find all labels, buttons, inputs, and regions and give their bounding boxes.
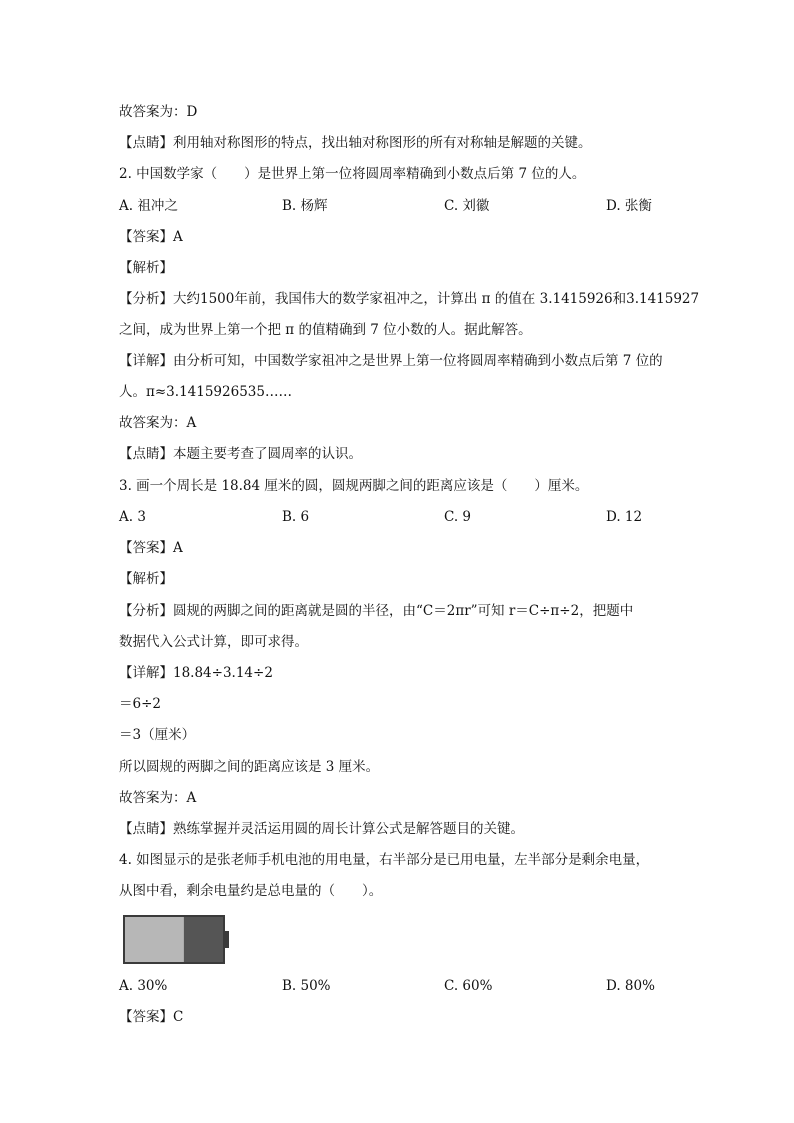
- answer-line: 故答案为：D: [119, 104, 198, 120]
- question-2-text: 2. 中国数学家（ ）是世界上第一位将圆周率精确到小数点后第 7 位的人。: [119, 166, 586, 182]
- key-point-line: 【点睛】利用轴对称图形的特点，找出轴对称图形的所有对称轴是解题的关键。: [119, 135, 592, 151]
- q2-key-point: 【点睛】本题主要考查了圆周率的认识。: [119, 446, 362, 462]
- q3-analysis-heading: 【解析】: [119, 571, 173, 587]
- q3-analysis-line-1: 【分析】圆规的两脚之间的距离就是圆的半径，由“C＝2πr”可知 r＝C÷π÷2，把题中: [119, 603, 634, 619]
- battery-remaining-charge: [125, 917, 184, 962]
- q2-detail-line-1: 【详解】由分析可知，中国数学家祖冲之是世界上第一位将圆周率精确到小数点后第 7 位的: [119, 353, 663, 369]
- question-4-text-line-2: 从图中看，剩余电量约是总电量的（ ）。: [119, 883, 383, 899]
- battery-icon: [123, 915, 231, 964]
- q4-option-c: C. 60%: [444, 978, 493, 994]
- q2-analysis-heading: 【解析】: [119, 260, 173, 276]
- q3-option-c: C. 9: [444, 509, 472, 525]
- q3-detail-line-1: 【详解】18.84÷3.14÷2: [119, 665, 273, 681]
- question-4-text-line-1: 4. 如图显示的是张老师手机电池的用电量，右半部分是已用电量，左半部分是剩余电量，: [119, 852, 650, 868]
- q2-answer: 【答案】A: [119, 229, 183, 245]
- battery-terminal: [224, 931, 229, 948]
- q3-key-point: 【点睛】熟练掌握并灵活运用圆的周长计算公式是解答题目的关键。: [119, 821, 524, 837]
- q3-answer: 【答案】A: [119, 540, 183, 556]
- q2-final-answer: 故答案为：A: [119, 415, 197, 431]
- q3-final-answer: 故答案为：A: [119, 790, 197, 806]
- q3-option-b: B. 6: [282, 509, 310, 525]
- q3-detail-line-2: ＝6÷2: [119, 696, 161, 712]
- q2-detail-line-2: 人。π≈3.1415926535……: [119, 384, 292, 400]
- q4-option-b: B. 50%: [282, 978, 331, 994]
- q3-analysis-line-2: 数据代入公式计算，即可求得。: [119, 634, 308, 650]
- q2-option-c: C. 刘徽: [444, 198, 490, 214]
- q3-option-d: D. 12: [606, 509, 643, 525]
- q3-detail-line-4: 所以圆规的两脚之间的距离应该是 3 厘米。: [119, 759, 380, 775]
- q2-option-b: B. 杨辉: [282, 198, 328, 214]
- q2-analysis-line-1: 【分析】大约1500年前，我国伟大的数学家祖冲之，计算出 π 的值在 3.1415926和3.1415927: [119, 291, 700, 307]
- q4-option-d: D. 80%: [606, 978, 655, 994]
- q2-analysis-line-2: 之间，成为世界上第一个把 π 的值精确到 7 位小数的人。据此解答。: [119, 322, 532, 338]
- battery-used-charge: [184, 917, 223, 962]
- q4-answer: 【答案】C: [119, 1009, 184, 1025]
- question-3-text: 3. 画一个周长是 18.84 厘米的圆，圆规两脚之间的距离应该是（ ）厘米。: [119, 478, 589, 494]
- q3-option-a: A. 3: [119, 509, 146, 525]
- q3-detail-line-3: ＝3（厘米）: [119, 727, 196, 743]
- q2-option-d: D. 张衡: [606, 198, 652, 214]
- q4-option-a: A. 30%: [119, 978, 168, 994]
- q2-option-a: A. 祖冲之: [119, 198, 178, 214]
